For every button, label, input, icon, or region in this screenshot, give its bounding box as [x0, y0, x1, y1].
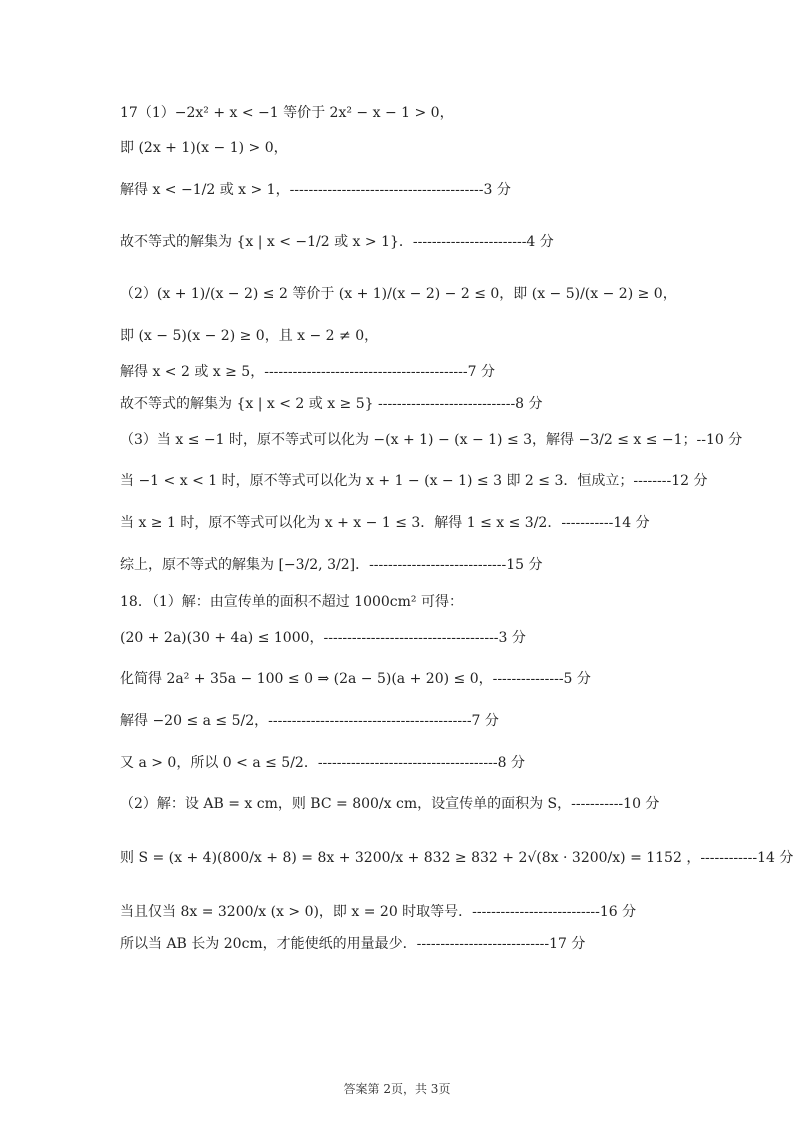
q18-part1-step2: 化简得 2a² + 35a − 100 ≤ 0 ⇒ (2a − 5)(a + 20) ≤ 0，---------------5 分	[120, 671, 591, 687]
q17-part1-step1: 17（1）−2x² + x < −1 等价于 2x² − x − 1 > 0，	[120, 105, 454, 121]
q17-part2-step3: 解得 x < 2 或 x ≥ 5，-------------------------------------------7 分	[120, 364, 495, 380]
q18-part2-step2: 则 S = (x + 4)(800/x + 8) = 8x + 3200/x + 832 ≥ 832 + 2√(8x · 3200/x) = 1152 ，------------14 分	[120, 850, 794, 866]
q17-part3-case3: 当 x ≥ 1 时，原不等式可以化为 x + x − 1 ≤ 3．解得 1 ≤ x ≤ 3/2．-----------14 分	[120, 515, 650, 531]
q18-part1-step1: (20 + 2a)(30 + 4a) ≤ 1000，-------------------------------------3 分	[120, 630, 526, 646]
q18-part1-step4: 又 a > 0，所以 0 < a ≤ 5/2．--------------------------------------8 分	[120, 755, 525, 771]
q18-part1-step3: 解得 −20 ≤ a ≤ 5/2，-------------------------------------------7 分	[120, 713, 499, 729]
q18-part2-step3: 当且仅当 8x = 3200/x (x > 0)，即 x = 20 时取等号．---------------------------16 分	[120, 904, 637, 920]
q17-part3-case1: （3）当 x ≤ −1 时，原不等式可以化为 −(x + 1) − (x − 1) ≤ 3，解得 −3/2 ≤ x ≤ −1；--10 分	[120, 432, 743, 448]
q17-part2-step2: 即 (x − 5)(x − 2) ≥ 0，且 x − 2 ≠ 0，	[120, 328, 379, 344]
q17-part2-solution: 故不等式的解集为 {x | x < 2 或 x ≥ 5} -----------------------------8 分	[120, 396, 543, 412]
q17-part1-solution: 故不等式的解集为 {x | x < −1/2 或 x > 1}．------------------------4 分	[120, 234, 554, 250]
q18-part1-intro: 18．（1）解：由宣传单的面积不超过 1000cm² 可得：	[120, 594, 463, 610]
q17-part3-case2: 当 −1 < x < 1 时，原不等式可以化为 x + 1 − (x − 1) ≤ 3 即 2 ≤ 3．恒成立；--------12 分	[120, 473, 708, 489]
q17-part1-step3: 解得 x < −1/2 或 x > 1，-----------------------------------------3 分	[120, 182, 511, 198]
q17-part3-summary: 综上，原不等式的解集为 [−3/2, 3/2]．-----------------------------15 分	[120, 557, 543, 573]
q18-part2-conclusion: 所以当 AB 长为 20cm，才能使纸的用量最少．----------------------------17 分	[120, 936, 586, 952]
q17-part2-step1: （2）(x + 1)/(x − 2) ≤ 2 等价于 (x + 1)/(x − 2) − 2 ≤ 0，即 (x − 5)/(x − 2) ≥ 0，	[120, 286, 677, 302]
q18-part2-step1: （2）解：设 AB = x cm，则 BC = 800/x cm，设宣传单的面积为 S，-----------10 分	[120, 796, 660, 812]
q17-part1-step2: 即 (2x + 1)(x − 1) > 0，	[120, 140, 288, 156]
page-footer: 答案第 2页，共 3页	[343, 1082, 451, 1096]
